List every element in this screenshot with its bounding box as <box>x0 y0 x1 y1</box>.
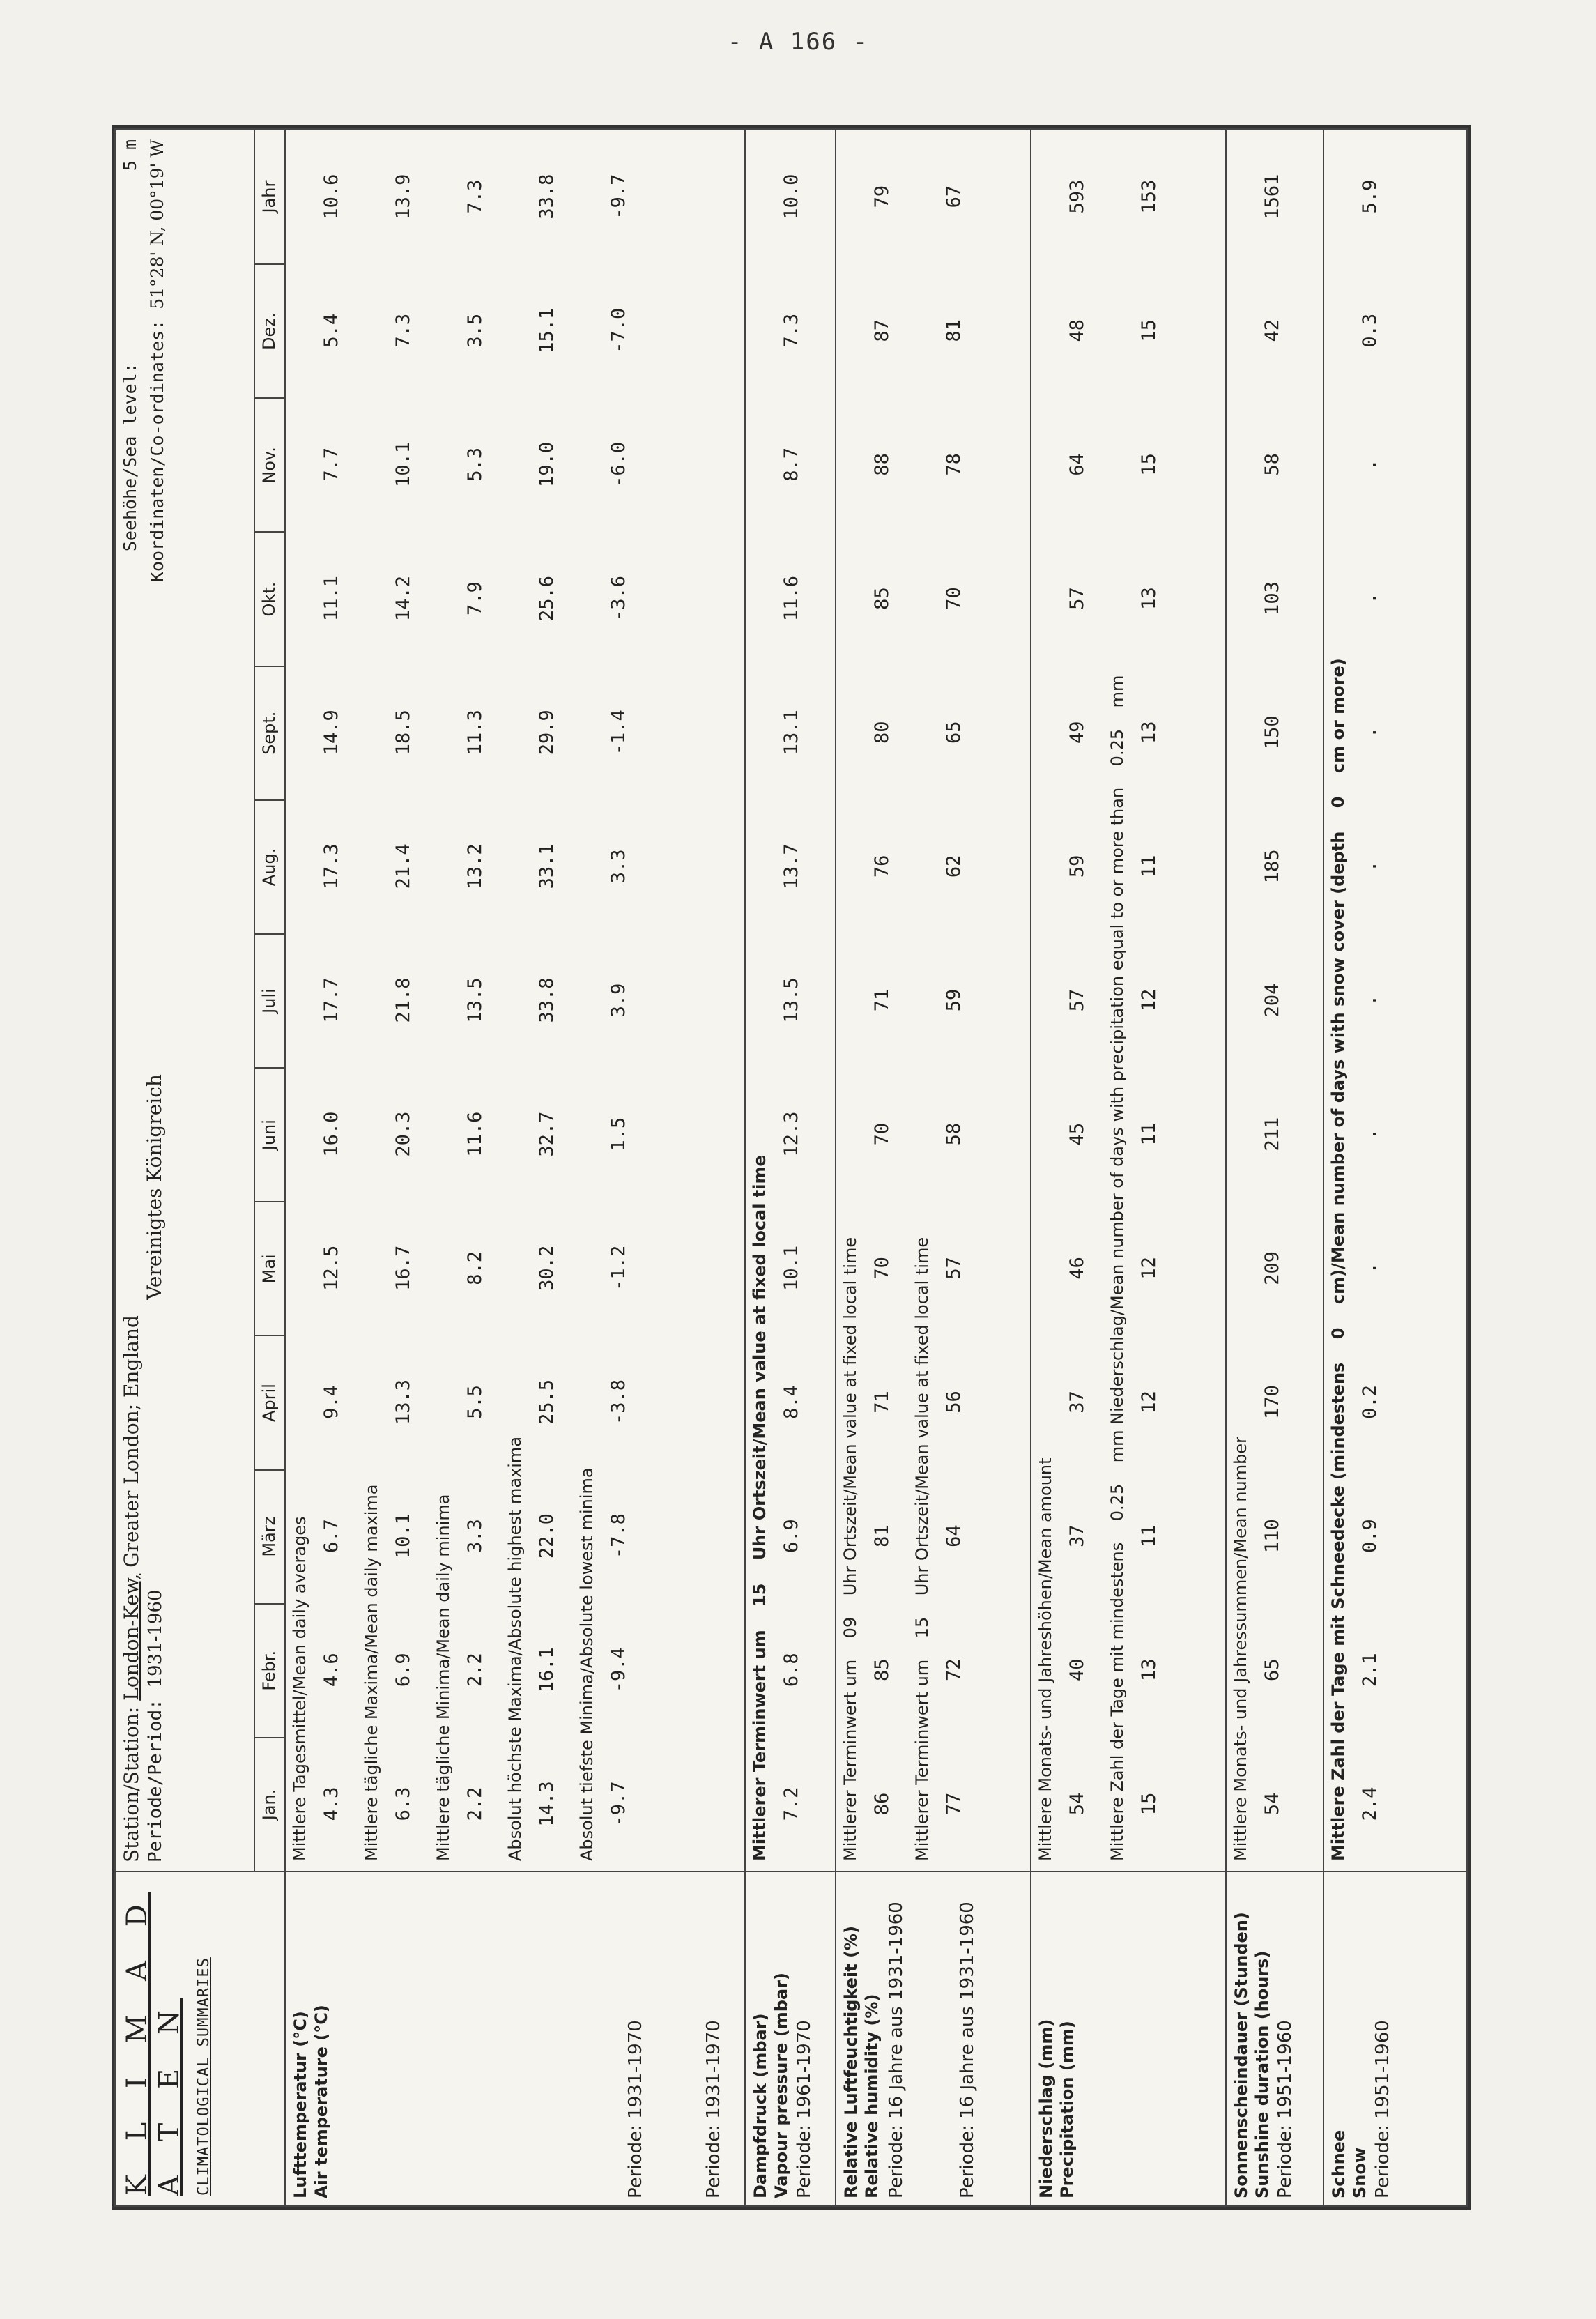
station-header <box>115 129 254 1872</box>
humidity-data-cell <box>836 129 1031 1872</box>
humidity-09-row: 86 85 81 71 70 70 71 76 80 85 88 87 79 <box>870 185 893 1816</box>
precip-days-row: 15 13 11 12 12 11 12 11 13 13 15 15 153 <box>1137 179 1160 1816</box>
humidity-label-cell: Relative Luftfeuchtigkeit (%) Relative humidity (%) Periode: 16 Jahre aus 1931-1960 Periode: 16 Jahre aus 1931-1960 <box>836 1872 1031 2206</box>
month-header-row: Jan. Febr. März April Mai Juni Juli Aug. Sept. Okt. Nov. Dez. Jahr <box>254 129 285 1872</box>
temp-min-row: 2.2 2.2 3.3 5.5 8.2 11.6 13.5 13.2 11.3 7.9 5.3 3.5 7.3 <box>463 179 486 1821</box>
temp-data-cell <box>285 129 745 1872</box>
station-value: London-Kew, <box>120 1573 143 1701</box>
sunshine-data-cell <box>1226 129 1323 1872</box>
title-cell <box>115 1872 285 2206</box>
temp-min-label: Mittlere tägliche Minima/Mean daily minima <box>433 1494 453 1861</box>
snow-data-cell <box>1323 129 1467 1872</box>
temp-absmin-row: -9.7 -9.4 -7.8 -3.8 -1.2 1.5 3.9 3.3 -1.4 -3.6 -6.0 -7.0 -9.7 <box>607 174 629 1827</box>
temp-mean-row: 4.3 4.6 6.7 9.4 12.5 16.0 17.7 17.3 14.9 11.1 7.7 5.4 10.6 <box>320 174 342 1821</box>
vapour-label: Mittlerer Terminwert um 15 Uhr Ortszeit/Mean value at fixed local time <box>749 1155 769 1861</box>
precip-amount-label: Mittlere Monats- und Jahreshöhen/Mean amount <box>1035 1457 1055 1861</box>
period-line: Periode/Period: 1931-1960 Vereinigtes Königreich <box>143 1074 166 1862</box>
precip-data-cell <box>1031 129 1226 1872</box>
title: K L I M A D A T E N <box>121 1892 185 2196</box>
snow-label-cell: Schnee Snow Periode: 1951-1960 <box>1323 1872 1467 2206</box>
page-number: - A 166 - <box>727 28 869 56</box>
temp-mean-label: Mittlere Tagesmittel/Mean daily averages <box>289 1516 309 1861</box>
temp-absmax-label: Absolut höchste Maxima/Absolute highest maxima <box>505 1436 525 1861</box>
temp-label-cell: Lufttemperatur (°C) Air temperature (°C) Periode: 1931-1970 Periode: 1931-1970 <box>285 1872 745 2206</box>
sunshine-label: Mittlere Monats- und Jahressummen/Mean number <box>1230 1437 1250 1861</box>
temp-max-row: 6.3 6.9 10.1 13.3 16.7 20.3 21.8 21.4 18.5 14.2 10.1 7.3 13.9 <box>392 174 414 1821</box>
country: Vereinigtes Königreich <box>143 1074 166 1300</box>
snow-label: Mittlere Zahl der Tage mit Schneedecke (mindestens 0 cm)/Mean number of days with snow cover (depth 0 cm or more) <box>1328 658 1348 1861</box>
snow-row: 2.4 2.1 0.9 0.2 . . . . . . . 0.3 5.9 <box>1358 179 1381 1821</box>
sunshine-row: 54 65 110 170 209 211 204 185 150 103 58 42 1561 <box>1261 174 1283 1816</box>
humidity-15-label: Mittlerer Terminwert um 15 Uhr Ortszeit/Mean value at fixed local time <box>912 1237 932 1861</box>
precip-label-cell: Niederschlag (mm) Precipitation (mm) <box>1031 1872 1226 2206</box>
station-line: Station/Station: London-Kew, Greater London; England <box>120 1315 143 1862</box>
vapour-label-cell: Dampfdruck (mbar) Vapour pressure (mbar) Periode: 1961-1970 <box>745 1872 836 2206</box>
temp-absmax-row: 14.3 16.1 22.0 25.5 30.2 32.7 33.8 33.1 29.9 25.6 19.0 15.1 33.8 <box>535 174 558 1827</box>
precip-amount-row: 54 40 37 37 46 45 57 59 49 57 64 48 593 <box>1066 179 1088 1816</box>
humidity-15-row: 77 72 64 56 57 58 59 62 65 70 78 81 67 <box>942 185 965 1816</box>
precip-days-label: Mittlere Zahl der Tage mit mindestens 0.25 mm Niederschlag/Mean number of days with precipitation equal to or more than 0.25 mm <box>1107 675 1127 1861</box>
vapour-data-cell <box>745 129 836 1872</box>
humidity-09-label: Mittlerer Terminwert um 09 Uhr Ortszeit/Mean value at fixed local time <box>840 1237 860 1861</box>
location-info: Seehöhe/Sea level: 5 m Koordinaten/Co-ordinates: 51°28' N, 00°19' W <box>120 139 167 583</box>
sunshine-label-cell: Sonnenscheindauer (Stunden) Sunshine duration (hours) Periode: 1951-1960 <box>1226 1872 1323 2206</box>
subtitle: CLIMATOLOGICAL SUMMARIES <box>195 1957 213 2196</box>
vapour-row: 7.2 6.8 6.9 8.4 10.1 12.3 13.5 13.7 13.1 11.6 8.7 7.3 10.0 <box>780 174 802 1821</box>
temp-absmin-label: Absolut tiefste Minima/Absolute lowest minima <box>576 1467 597 1861</box>
temp-max-label: Mittlere tägliche Maxima/Mean daily maxima <box>361 1484 381 1861</box>
climate-table <box>112 125 1471 2210</box>
